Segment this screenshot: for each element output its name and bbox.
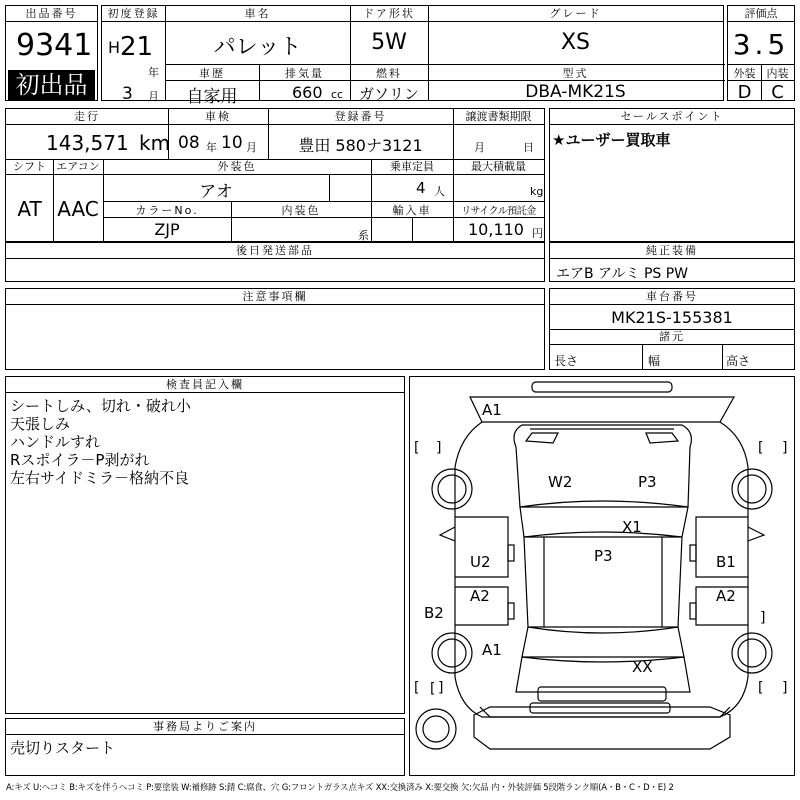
bracket-mark: [ — [414, 440, 420, 456]
capacity-unit: 人 — [434, 185, 445, 198]
bracket-mark: ] — [436, 440, 442, 456]
vehicle-info-box — [101, 5, 724, 107]
inspector-label: 検査員記入欄 — [6, 377, 404, 393]
genuine-box — [549, 242, 795, 282]
caution-label: 注意事項欄 — [6, 289, 544, 305]
damage-diagram-box — [409, 376, 795, 776]
grade: XS — [560, 30, 591, 55]
bracket-mark: [ — [758, 680, 764, 696]
first-listing-text: 初出品 — [15, 71, 88, 99]
chassis-box — [549, 288, 795, 370]
bracket-mark: ] — [438, 680, 444, 696]
color-no: ZJP — [154, 220, 180, 239]
office-box — [5, 718, 405, 776]
first-reg-label: 初度登録 — [102, 6, 165, 22]
score-value: 3.5 — [732, 28, 790, 61]
interior-label: 内装 — [766, 67, 789, 80]
inspection-label: 車検 — [168, 109, 268, 125]
bracket-mark: [ — [430, 681, 436, 697]
first-reg-year: 21 — [120, 32, 154, 62]
caution-box — [5, 288, 545, 370]
model-code: DBA-MK21S — [525, 82, 626, 102]
mileage: 143,571 — [46, 131, 129, 155]
bracket-mark: ] — [782, 680, 788, 696]
inspection-month-unit: 月 — [246, 141, 257, 154]
interior-grade: C — [771, 82, 784, 103]
legend-text: A:キズ U:ヘコミ B:キズを伴うヘコミ P:要塗装 W:補修跡 S:錆 C:腐食、穴 G:フロントガラス点キズ XX:交換済み X:要交換 欠:欠品 内・外装評価 5段階ランク順(A・B・C・D・E) 2 — [6, 783, 674, 793]
transfer-label: 譲渡書類期限 — [453, 109, 544, 125]
score-box — [727, 5, 795, 101]
history: 自家用 — [186, 87, 238, 107]
first-reg-month: 3 — [122, 84, 133, 104]
transfer-day-unit: 日 — [523, 141, 534, 154]
plate-label: 登録番号 — [268, 109, 453, 125]
inspector-note: Rスポイラ－P剥がれ — [10, 451, 150, 469]
inspection-year: 08 — [178, 133, 200, 153]
car-name-label: 車名 — [165, 6, 350, 22]
detail-box — [5, 108, 545, 242]
sales-point-label: セールスポイント — [550, 109, 794, 125]
damage-mark-p3-roof: P3 — [594, 547, 613, 565]
ext-color: アオ — [199, 182, 233, 202]
import-label: 輸入車 — [392, 204, 432, 217]
damage-mark-b1: B1 — [716, 553, 736, 571]
recycle-label: リサイクル預託金 — [461, 206, 536, 217]
month-unit: 月 — [148, 90, 159, 103]
inspector-note: ハンドルすれ — [10, 433, 101, 451]
shift-label: シフト — [6, 159, 53, 175]
lot-number-box — [5, 5, 98, 101]
displacement-unit: cc — [331, 88, 344, 101]
history-label: 車歴 — [199, 67, 225, 80]
door-type: 5W — [371, 30, 407, 55]
fuel-label: 燃料 — [376, 67, 402, 80]
ext-color-label: 外装色 — [103, 159, 371, 175]
later-parts-box — [5, 242, 545, 282]
recycle-fee: 10,110 — [468, 220, 524, 239]
damage-mark-u2: U2 — [470, 553, 491, 571]
chassis-label: 車台番号 — [550, 289, 794, 305]
width-label: 幅 — [648, 354, 661, 368]
aircon-label: エアコン — [53, 159, 103, 175]
damage-mark-a2-left: A2 — [470, 587, 490, 605]
height-label: 高さ — [726, 354, 751, 368]
capacity-label: 乗車定員 — [371, 159, 453, 175]
damage-mark-x1: X1 — [622, 518, 642, 536]
exterior-grade: D — [737, 82, 752, 103]
lot-number: 9341 — [16, 28, 93, 63]
recycle-unit: 円 — [532, 227, 543, 240]
inspector-box — [5, 376, 405, 714]
score-label: 評価点 — [728, 6, 794, 22]
mileage-unit: km — [139, 131, 171, 155]
chassis-number: MK21S-155381 — [611, 308, 733, 327]
bracket-mark: ] — [782, 440, 788, 456]
max-load-label: 最大積載量 — [453, 159, 544, 175]
plate-number: 豊田 580ナ3121 — [298, 136, 423, 155]
inspection-year-unit: 年 — [206, 141, 217, 154]
bracket-mark: ] — [760, 610, 766, 626]
displacement-label: 排気量 — [285, 67, 324, 80]
damage-mark-xx: XX — [632, 658, 653, 676]
first-reg-era: H — [108, 38, 121, 57]
damage-mark-a1-front: A1 — [482, 401, 502, 419]
damage-mark-a2-right: A2 — [716, 587, 736, 605]
mileage-label: 走行 — [6, 109, 168, 125]
sales-point-text: ★ユーザー買取車 — [552, 131, 671, 149]
inspector-note: 左右サイドミラ－格納不良 — [10, 469, 189, 487]
shift: AT — [17, 197, 42, 221]
int-color-label: 内装色 — [281, 204, 321, 217]
year-unit: 年 — [148, 66, 159, 79]
damage-mark-p3-hood: P3 — [638, 473, 657, 491]
grade-label: グレード — [428, 6, 723, 22]
max-load-unit: kg — [530, 185, 544, 198]
displacement: 660 — [292, 83, 323, 102]
damage-mark-w2: W2 — [548, 473, 573, 491]
aircon: AAC — [57, 197, 99, 221]
sales-point-box — [549, 108, 795, 242]
inspection-month: 10 — [221, 133, 243, 153]
fuel: ガソリン — [358, 85, 419, 103]
damage-mark-a1-rear: A1 — [482, 641, 502, 659]
exterior-label: 外装 — [733, 67, 756, 80]
int-color-unit: 系 — [358, 229, 369, 242]
car-name: パレット — [213, 35, 302, 60]
damage-mark-b2: B2 — [424, 604, 444, 622]
genuine-equipment: エアB アルミ PS PW — [556, 266, 689, 282]
office-note: 売切りスタート — [10, 739, 116, 757]
door-label: ドア形状 — [350, 6, 428, 22]
model-label: 型式 — [562, 67, 589, 80]
genuine-label: 純正装備 — [550, 243, 794, 259]
car-diagram — [410, 377, 794, 775]
later-parts-label: 後日発送部品 — [6, 243, 544, 259]
length-label: 長さ — [554, 354, 579, 368]
first-listing-badge — [8, 70, 95, 100]
color-no-label: カラーNo. — [135, 204, 199, 217]
office-label: 事務局よりご案内 — [6, 719, 404, 735]
inspector-note: シートしみ、切れ・破れ小 — [10, 397, 191, 415]
capacity: 4 — [416, 179, 426, 197]
transfer-month-unit: 月 — [474, 141, 485, 154]
bracket-mark: [ — [758, 440, 764, 456]
lot-number-label: 出品番号 — [6, 6, 97, 22]
inspector-note: 天張しみ — [10, 415, 71, 433]
bracket-mark: [ — [414, 680, 420, 696]
dims-label: 諸元 — [550, 329, 794, 345]
